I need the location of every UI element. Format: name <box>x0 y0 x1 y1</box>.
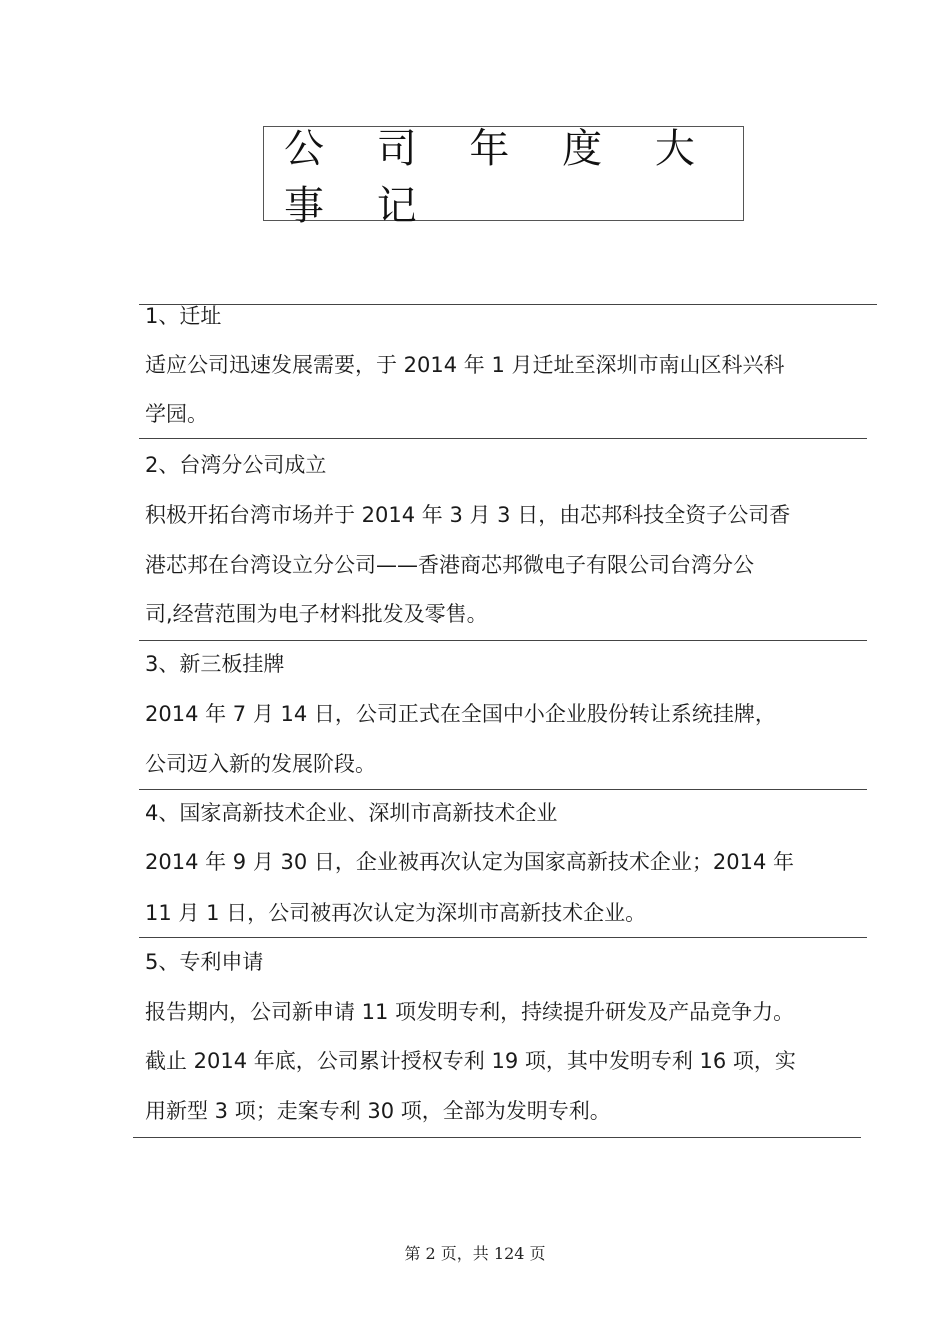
divider-4 <box>139 937 867 938</box>
section-2-heading: 2、台湾分公司成立 <box>145 453 327 477</box>
page-title: 公 司 年 度 大 事 记 <box>284 125 715 229</box>
section-4-line-1: 2014 年 9 月 30 日，企业被再次认定为国家高新技术企业；2014 年 <box>145 850 795 874</box>
section-2-line-1: 积极开拓台湾市场并于 2014 年 3 月 3 日，由芯邦科技全资子公司香 <box>145 503 791 527</box>
section-4-line-2: 11 月 1 日，公司被再次认定为深圳市高新技术企业。 <box>145 901 647 925</box>
section-3-line-2: 公司迈入新的发展阶段。 <box>145 752 376 776</box>
section-5-line-2: 截止 2014 年底，公司累计授权专利 19 项，其中发明专利 16 项，实 <box>145 1049 796 1073</box>
section-3-line-1: 2014 年 7 月 14 日，公司正式在全国中小企业股份转让系统挂牌， <box>145 702 776 726</box>
section-1-line-1: 适应公司迅速发展需要，于 2014 年 1 月迁址至深圳市南山区科兴科 <box>145 353 785 377</box>
section-4-heading: 4、国家高新技术企业、深圳市高新技术企业 <box>145 801 558 825</box>
section-1-line-2: 学园。 <box>145 402 208 426</box>
page-footer: 第 2 页，共 124 页 <box>404 1244 546 1263</box>
section-3-heading: 3、新三板挂牌 <box>145 652 285 676</box>
section-5-heading: 5、专利申请 <box>145 950 264 974</box>
section-5-line-3: 用新型 3 项；走案专利 30 项，全部为发明专利。 <box>145 1099 611 1123</box>
divider-1 <box>139 438 867 439</box>
section-1-heading: 1、迁址 <box>145 304 222 328</box>
title-box <box>263 125 744 229</box>
divider-3 <box>139 789 867 790</box>
section-5-line-1: 报告期内，公司新申请 11 项发明专利，持续提升研发及产品竞争力。 <box>145 1000 795 1024</box>
section-2-line-2: 港芯邦在台湾设立分公司——香港商芯邦微电子有限公司台湾分公 <box>145 553 754 577</box>
divider-bottom <box>133 1137 861 1138</box>
section-2-line-3: 司,经营范围为电子材料批发及零售。 <box>145 602 488 626</box>
divider-2 <box>139 640 867 641</box>
divider-top <box>139 304 877 305</box>
